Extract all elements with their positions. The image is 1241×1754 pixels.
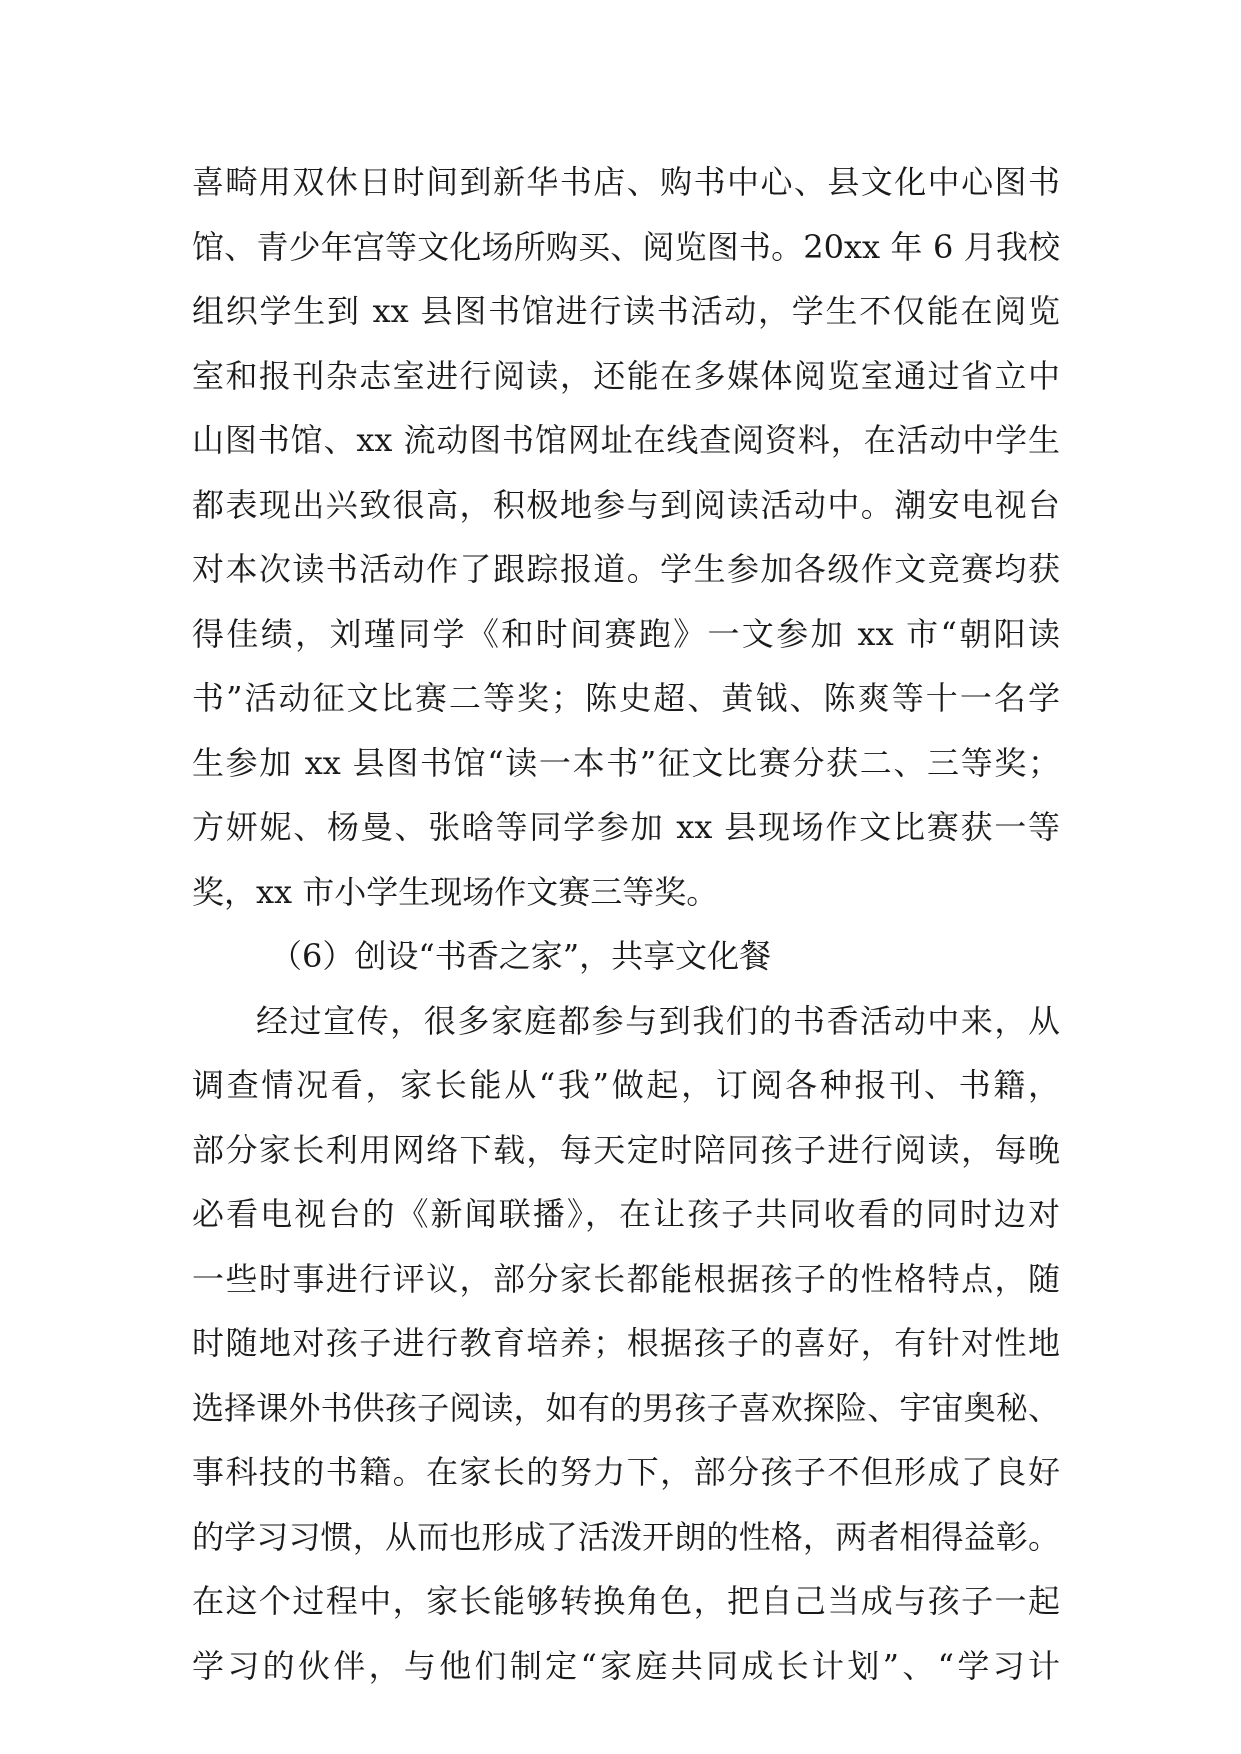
paragraph-1-line-7: 对本次读书活动作了跟踪报道。学生参加各级作文竞赛均获 <box>192 550 1060 588</box>
paragraph-1-line-8: 得佳绩，刘瑾同学《和时间赛跑》一文参加 xx 市“朝阳读 <box>192 614 1060 653</box>
paragraph-1-line-12: 奖，xx 市小学生现场作文赛三等奖。 <box>192 872 719 911</box>
paragraph-2-line-10: 在这个过程中，家长能够转换角色，把自己当成与孩子一起 <box>192 1582 1060 1620</box>
paragraph-1-line-10: 生参加 xx 县图书馆“读一本书”征文比赛分获二、三等奖； <box>192 743 1060 782</box>
paragraph-1-line-5: 山图书馆、xx 流动图书馆网址在线查阅资料，在活动中学生 <box>192 421 1060 459</box>
section-heading: （6）创设“书香之家”，共享文化餐 <box>270 937 772 975</box>
paragraph-2-line-1: 经过宣传，很多家庭都参与到我们的书香活动中来，从 <box>256 1001 1060 1040</box>
paragraph-2-line-6: 时随地对孩子进行教育培养；根据孩子的喜好，有针对性地 <box>192 1324 1060 1362</box>
paragraph-2-line-11: 学习的伙伴，与他们制定“家庭共同成长计划”、“学习计 <box>192 1646 1060 1685</box>
paragraph-2-line-2: 调查情况看，家长能从“我”做起，订阅各种报刊、书籍， <box>192 1066 1060 1104</box>
paragraph-1-line-6: 都表现出兴致很高，积极地参与到阅读活动中。潮安电视台 <box>192 485 1060 524</box>
paragraph-1-line-4: 室和报刊杂志室进行阅读，还能在多媒体阅览室通过省立中 <box>192 356 1060 395</box>
paragraph-1-line-3: 组织学生到 xx 县图书馆进行读书活动，学生不仅能在阅览 <box>192 292 1060 330</box>
paragraph-2-line-4: 必看电视台的《新闻联播》，在让孩子共同收看的同时边对 <box>192 1195 1060 1233</box>
paragraph-2-line-5: 一些时事进行评议，部分家长都能根据孩子的性格特点，随 <box>192 1259 1060 1298</box>
paragraph-2-line-3: 部分家长利用网络下载，每天定时陪同孩子进行阅读，每晚 <box>192 1130 1060 1169</box>
paragraph-2-line-7: 选择课外书供孩子阅读，如有的男孩子喜欢探险、宇宙奥秘、 <box>192 1388 1060 1427</box>
paragraph-1-line-11: 方妍妮、杨曼、张晗等同学参加 xx 县现场作文比赛获一等 <box>192 808 1060 846</box>
document-body <box>192 150 1060 1698</box>
paragraph-1-line-1: 喜畸用双休日时间到新华书店、购书中心、县文化中心图书 <box>192 163 1060 201</box>
paragraph-1-line-2: 馆、青少年宫等文化场所购买、阅览图书。20xx 年 6 月我校 <box>192 227 1060 266</box>
paragraph-2-line-9: 的学习习惯，从而也形成了活泼开朗的性格，两者相得益彰。 <box>192 1517 1060 1556</box>
paragraph-2-line-8: 事科技的书籍。在家长的努力下，部分孩子不但形成了良好 <box>192 1453 1060 1491</box>
paragraph-1-line-9: 书”活动征文比赛二等奖；陈史超、黄钺、陈爽等十一名学 <box>192 679 1060 717</box>
